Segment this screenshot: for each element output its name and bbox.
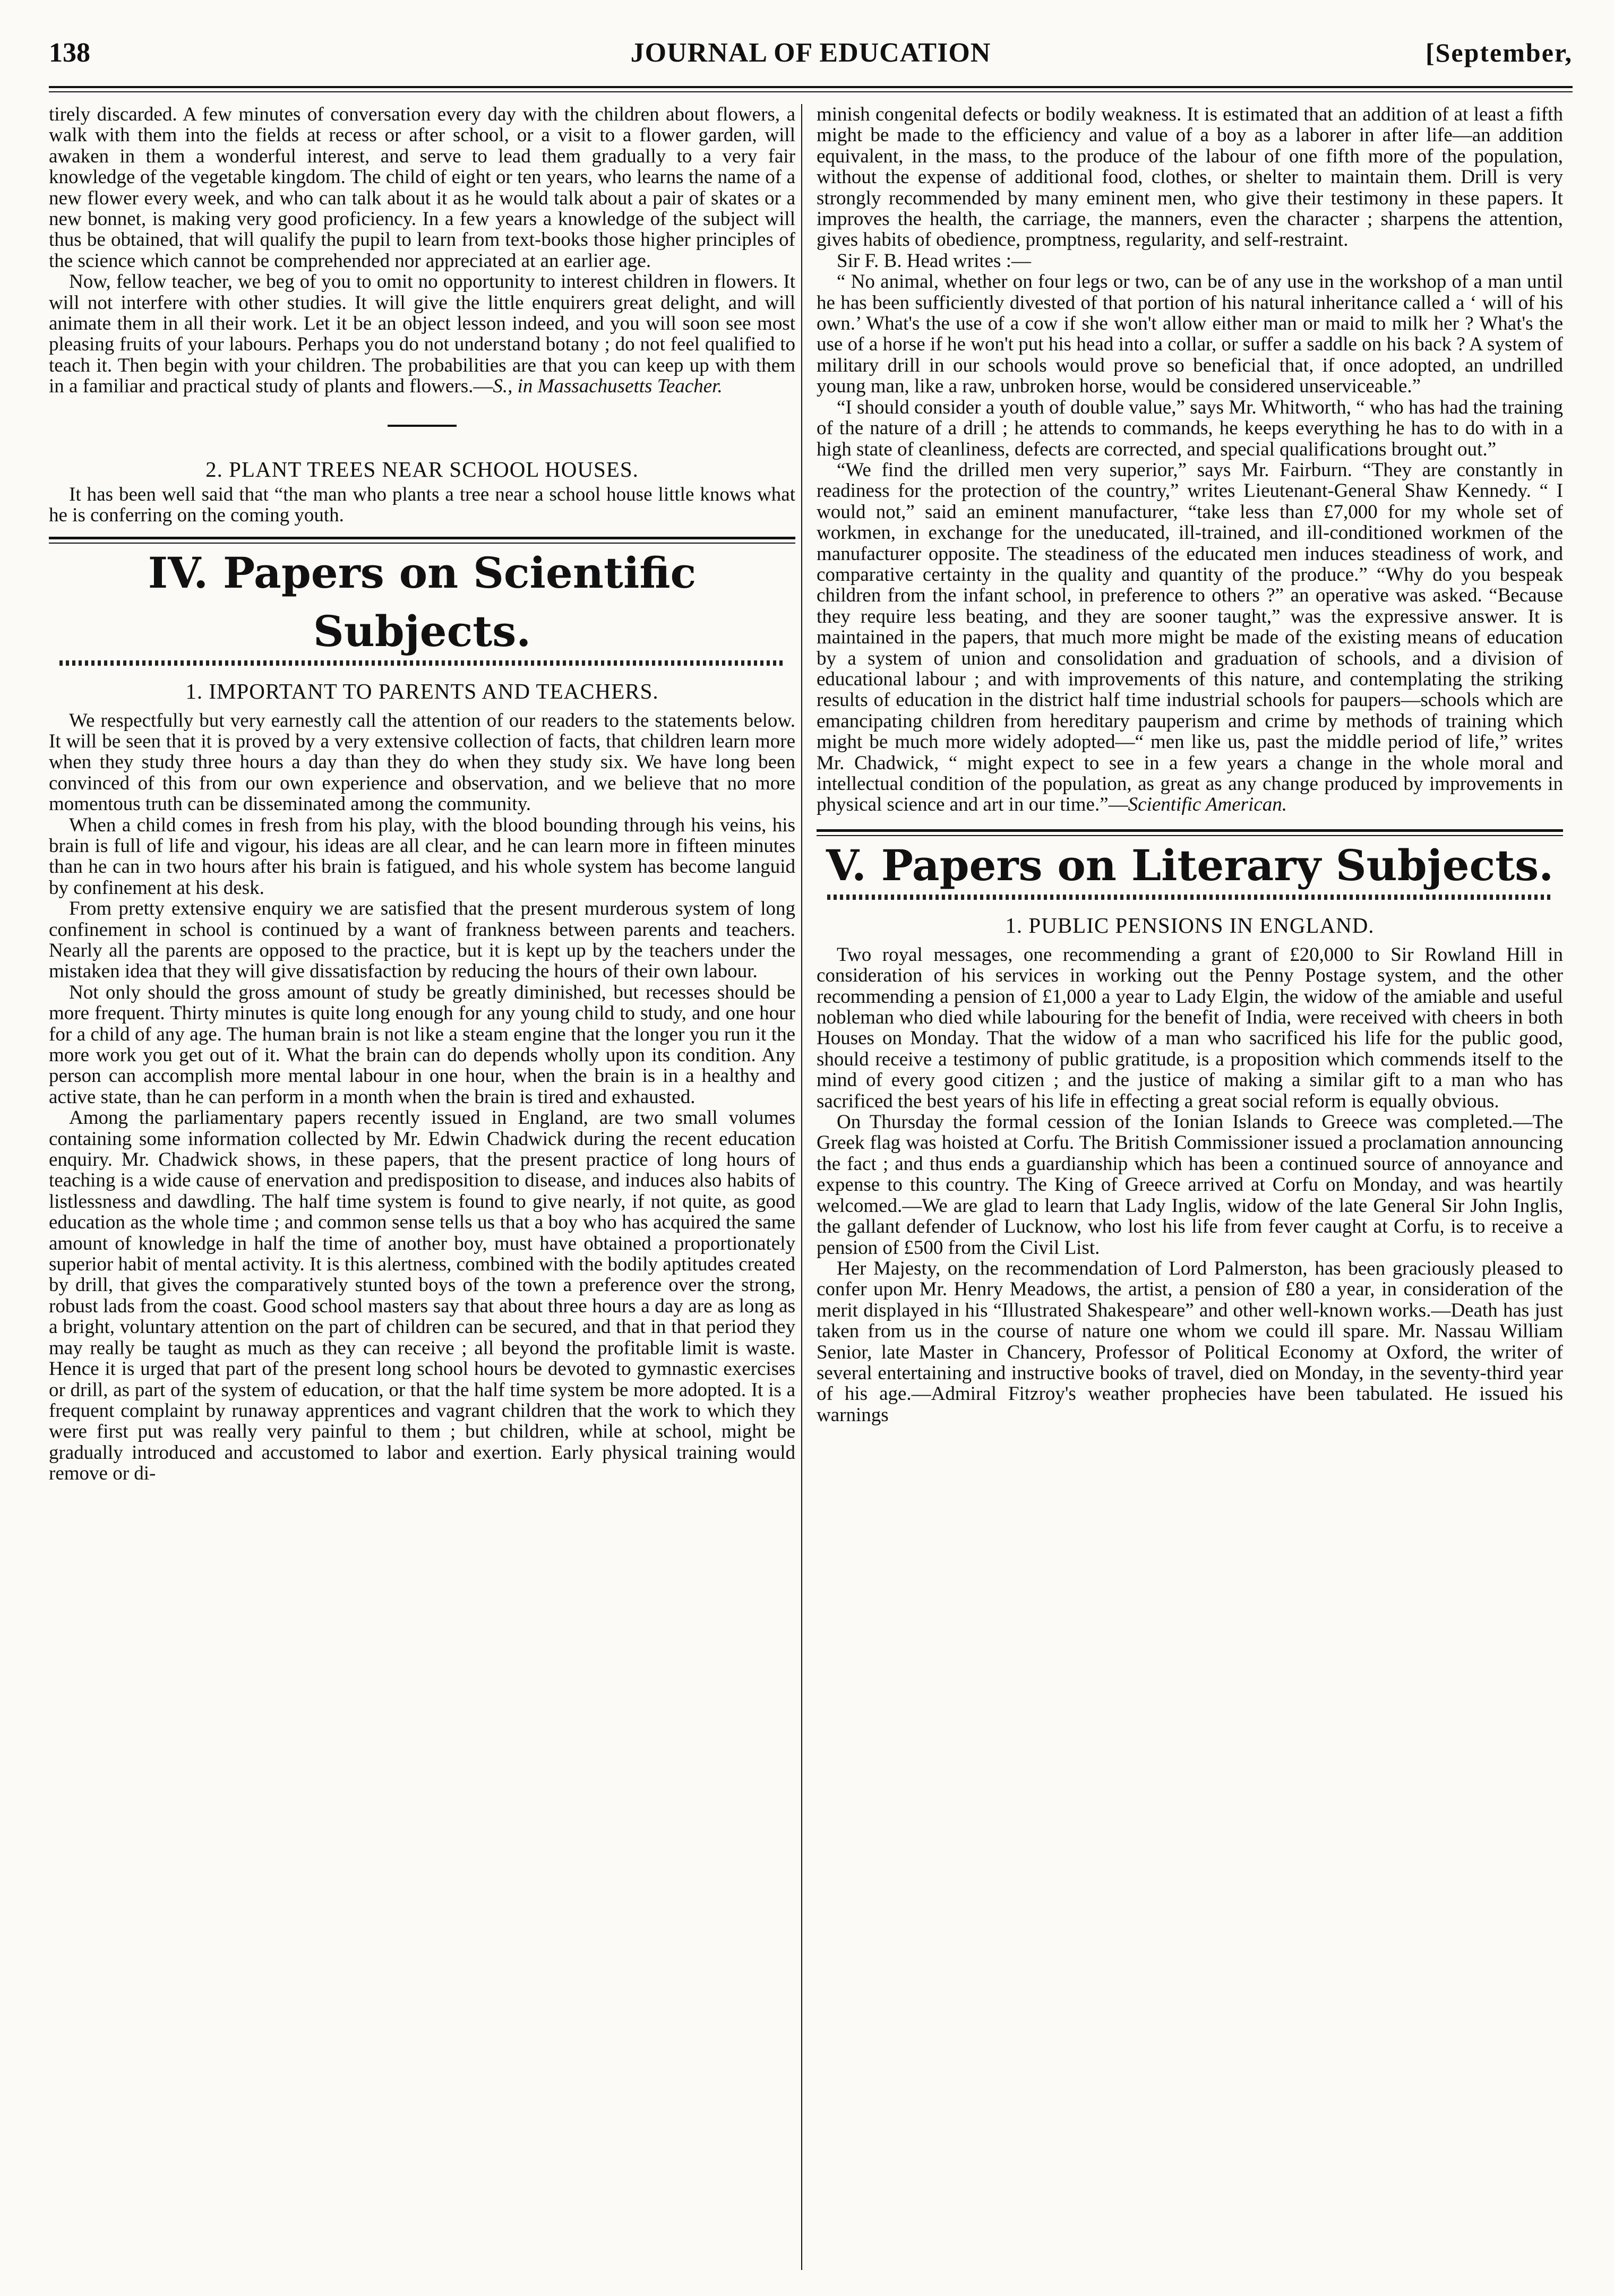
section-header-v bbox=[817, 829, 1563, 900]
page-header bbox=[49, 37, 1573, 80]
section-header-iv bbox=[49, 537, 795, 666]
ornamental-rule bbox=[827, 895, 1552, 900]
ornamental-rule bbox=[59, 660, 785, 666]
paragraph bbox=[817, 460, 1563, 815]
paragraph bbox=[49, 271, 795, 397]
paragraph: Sir F. B. Head writes :— bbox=[837, 250, 1031, 272]
paragraph: On Thursday the formal cession of the Ionian Islands to Greece was completed.—The Greek flag was hoisted at Corfu. The British Commissioner issued a proclamation announcing the fact ; and thus ends a guardianship which has been a continued source of annoyance and expense to this country. The King of Greece arrived at Corfu on Monday, and was heartily welcomed.—We are glad to learn that Lady Inglis, widow of the late General Sir John Inglis, the gallant defender of Lucknow, who lost his life from fever caught at Corfu, is to receive a pension of £500 from the Civil List. bbox=[817, 1111, 1563, 1259]
paragraph-text: Now, fellow teacher, we beg of you to omit no opportunity to interest children in flowers. It will not interfere with other studies. It will give the little enquirers great delight, and will animate them in all their work. Let it be an object lesson indeed, and you will soon see most pleasing fruits of your labours. Perhaps you do not understand botany ; do not feel qualified to teach it. Then begin with your children. The probabilities are that you can keep up with them in a familiar and practical study of plants and flowers.— bbox=[49, 271, 795, 398]
right-column bbox=[817, 104, 1563, 2270]
quotation: “ No animal, whether on four legs or two, can be of any use in the workshop of a man until he has been sufficiently divested of that portion of his natural inheritance called a ‘ will of his own.’ What's the use of a cow if she won't allow either man or maid to milk her ? What's the use of a horse if he won't put his head into a collar, or suffer a saddle on his back ? A system of military drill in our schools would prove so beneficial that, if once adopted, an undrilled young man, like a raw, unbroken horse, would be considered unserviceable.” bbox=[817, 271, 1563, 398]
paragraph-text: “We find the drilled men very superior,” says Mr. Fairburn. “They are constantly in readiness for the protection of the country,” writes Lieutenant-General Shaw Kennedy. “ I would not,” said an eminent manufacturer, “take less than £7,000 for my whole set of workmen, in exchange for the uneducated, ill-trained, and ill-conditioned workmen of the manufacturer opposite. The steadiness of the educated men induces steadiness of work, and comparative certainty in the quality and quantity of the produce.” “Why do you bespeak children from the infant school, in preference to others ?” an operative was asked. “Because they require less beating, and they are sooner taught,” was the expressive answer. It is maintained in the papers, that much more might be made of the existing means of education by a system of union and consolidation and graduation of schools, and a division of educational labour ; and with improvements of this nature, and contemplating the striking results of education in the district half time industrial schools for paupers—schools which are emancipating children from hereditary pauperism and crime by methods of training which might be much more widely adopted—“ men like us, past the middle period of life,” writes Mr. Chadwick, “ might expect to see in a few years a change in the whole moral and intellectual condition of the population, as great as any change produced by improvements in physical science and art in our time.”— bbox=[817, 459, 1563, 816]
paragraph: Among the parliamentary papers recently issued in England, are two small volumes containing some information collected by Mr. Edwin Chadwick during the recent education enquiry. Mr. Chadwick shows, in these papers, that the present practice of long hours of teaching is a wide cause of enervation and predisposition to disease, and induces also habits of listlessness and dawdling. The half time system is found to give nearly, if not quite, as good education as the whole time ; and common sense tells us that a boy who has acquired the same amount of knowledge in half the time of another boy, must have obtained a proportionately superior habit of mental activity. It is this alertness, combined with the bodily aptitudes created by drill, that gives the comparatively stunted boys of the town a preference over the strong, robust lads from the coast. Good school masters say that about three hours a day are as long as a bright, voluntary attention on the part of children can be secured, and that in that period they may really be taught as much as they can receive ; all beyond the profitable limit is waste. Hence it is urged that part of the present long school hours be devoted to gymnastic exercises or drill, as part of the system of education, or that the half time system be more adopted. It is a frequent complaint by runaway apprentices and vagrant children that the work to which they were first put was really very painful to them ; but children, while at school, might be gradually introduced and accustomed to labor and exertion. Early physical training would remove or di- bbox=[49, 1107, 795, 1485]
quotation: “I should consider a youth of double value,” says Mr. Whitworth, “ who has had the training of the nature of a drill ; he attends to commands, he keeps everything he has to do with in a high state of cleanliness, defects are corrected, and special qualifications brought out.” bbox=[817, 396, 1563, 460]
article-heading: 1. IMPORTANT TO PARENTS AND TEACHERS. bbox=[185, 678, 659, 703]
paragraph: We respectfully but very earnestly call the attention of our readers to the statements below. It will be seen that it is proved by a very extensive collection of facts, that children learn more when they study three hours a day than they do when they study six. We have long been convinced of this from our own experience and observation, and we believe that no more momentous truth can be disseminated among the community. bbox=[49, 709, 795, 815]
attribution: S., in Massachusetts Teacher. bbox=[493, 375, 723, 398]
article-heading: 1. PUBLIC PENSIONS IN ENGLAND. bbox=[1005, 913, 1375, 938]
paragraph: From pretty extensive enquiry we are satisfied that the present murderous system of long confinement in school is continued by a want of frankness between parents and teachers. Nearly all the parents are opposed to the practice, but it is kept up by the teachers under the mistaken idea that they will give dissatisfaction by reducing the hours of their own labour. bbox=[49, 898, 795, 983]
paragraph: Two royal messages, one recommending a grant of £20,000 to Sir Rowland Hill in consideration of his services in working out the Penny Postage system, and the other recommending a pension of £1,000 a year to Lady Elgin, the widow of the amiable and useful nobleman who died while labouring for the benefit of India, were received with cheers in both Houses on Monday. That the widow of a man who sacrificed his life for the public good, should receive a testimony of public gratitude, is a proposition which commends itself to the mind of every good citizen ; and the justice of making a similar gift to a man who has sacrificed the best years of his life in effecting a great social reform is equally obvious. bbox=[817, 943, 1563, 1112]
paragraph: Not only should the gross amount of study be greatly diminished, but recesses should be more frequent. Thirty minutes is quite long enough for any young child to study, and one hour for a child of any age. The human brain is not like a steam engine that the longer you run it the more work you get out of it. What the brain can do depends wholly upon its condition. Any person can accomplish more mental labour in one hour, when the brain is in a healthy and active state, than he can perform in a month when the brain is tired and exhausted. bbox=[49, 981, 795, 1108]
section-title: IV. Papers on Scientific Subjects. bbox=[148, 547, 697, 656]
issue-date: [September, bbox=[1425, 38, 1573, 67]
attribution: Scientific American. bbox=[1128, 794, 1287, 816]
section-title: V. Papers on Literary Subjects. bbox=[826, 840, 1554, 890]
paragraph: Her Majesty, on the recommendation of Lord Palmerston, has been graciously pleased to confer upon Mr. Henry Meadows, the artist, a pension of £80 a year, in consideration of the merit displayed in his “Illustrated Shakespeare” and other well-known works.—Death has just taken from us in the course of nature one whom we could ill spare. Mr. Nassau William Senior, late Master in Chancery, Professor of Political Economy at Oxford, the writer of several entertaining and instructive books of travel, died on Monday, in the seventy-third year of his age.—Admiral Fitzroy's weather prophecies have been tabulated. He issued his warnings bbox=[817, 1257, 1563, 1426]
paragraph: tirely discarded. A few minutes of conversation every day with the children about flowers, a walk with them into the fields at recess or after school, or a visit to a flower garden, will awaken in them a wonderful interest, and serve to lead them gradually to a very fair knowledge of the vegetable kingdom. The child of eight or ten years, who learns the name of a new flower every week, and who can talk about it as he would talk about a pair of skates or a new bonnet, is making very good proficiency. In a few years a knowledge of the subject will thus be obtained, that will qualify the pupil to learn from text-books those higher principles of the science which cannot be comprehended nor appreciated at an earlier age. bbox=[49, 104, 795, 272]
header-rule-thin bbox=[49, 91, 1573, 92]
left-column bbox=[49, 104, 795, 2270]
article-heading: 2. PLANT TREES NEAR SCHOOL HOUSES. bbox=[205, 457, 639, 481]
header-rule bbox=[49, 86, 1573, 88]
page-number: 138 bbox=[49, 38, 90, 68]
paragraph: It has been well said that “the man who plants a tree near a school house little knows what he is conferring on the coming youth. bbox=[49, 483, 795, 527]
paragraph: When a child comes in fresh from his play, with the blood bounding through his veins, his brain is full of life and vigour, his ideas are all clear, and he can learn more in fifteen minutes than he can in two hours after his brain is fatigued, and his whole system has become languid by confinement at his desk. bbox=[49, 814, 795, 899]
journal-title: JOURNAL OF EDUCATION bbox=[630, 38, 991, 68]
paragraph: minish congenital defects or bodily weakness. It is estimated that an addition of at least a fifth might be made to the efficiency and value of a boy as a laborer in after life—an addition equivalent, in the mass, to the produce of the labour of one fifth more of the population, without the expense of additional food, clothes, or shelter to maintain them. Drill is very strongly recommended by many eminent men, who give their testimony in these papers. It improves the health, the carriage, the manners, even the character ; sharpens the attention, gives habits of obedience, promptness, regularity, and self-restraint. bbox=[817, 104, 1563, 251]
column-divider bbox=[801, 104, 802, 2270]
